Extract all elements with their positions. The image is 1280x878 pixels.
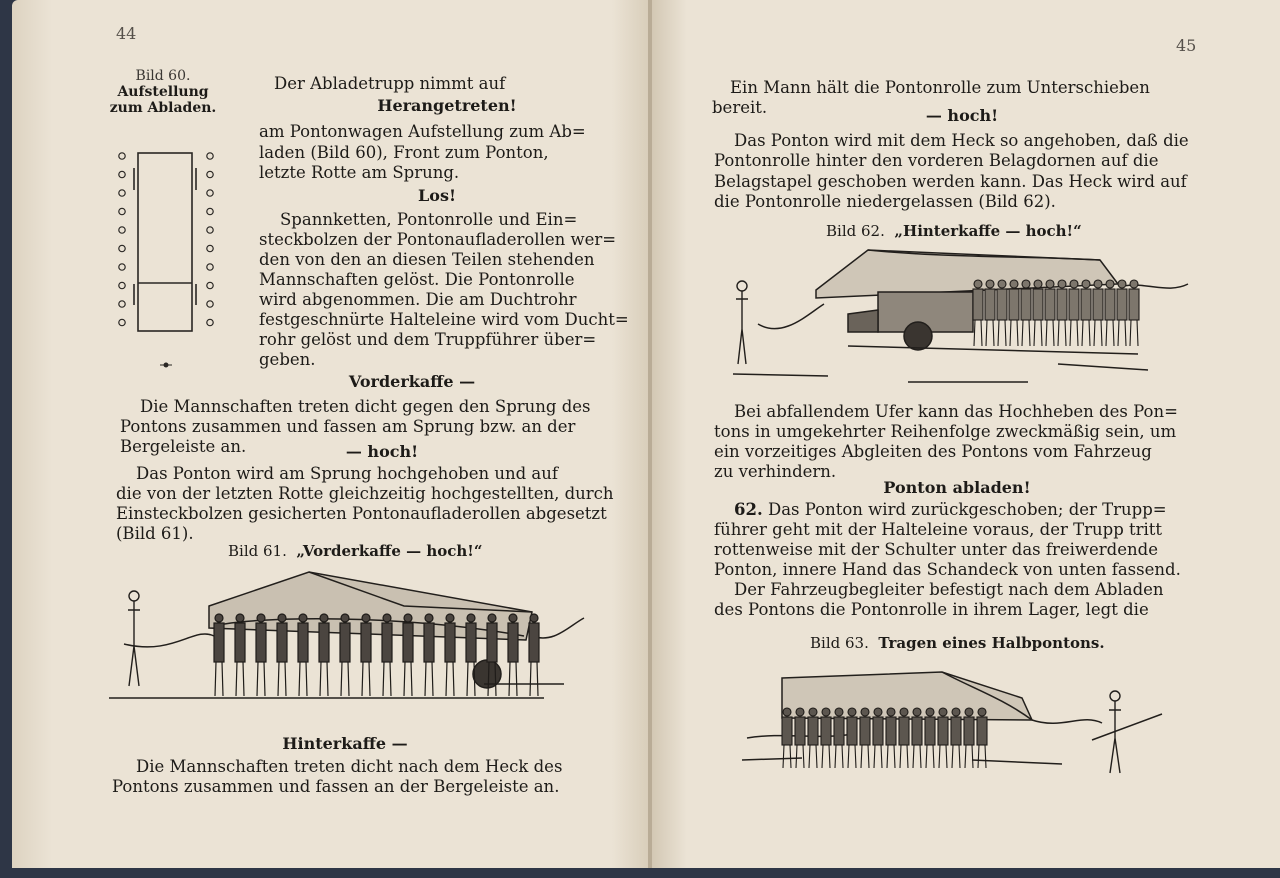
soldier-figure — [1105, 280, 1115, 346]
position-marker — [207, 245, 213, 251]
right-page — [652, 0, 1280, 868]
figure-61-title: „Vorderkaffe — hoch!“ — [296, 542, 483, 560]
command-ponton-abladen: Ponton abladen! — [883, 478, 1031, 497]
intro-line: Der Abladetrupp nimmt auf — [274, 74, 506, 93]
text-line: Pontonrolle hinter den vorderen Belagdornen auf die — [714, 151, 1159, 170]
figure-63-caption — [810, 634, 1105, 652]
figure-60-number: Bild 60. — [135, 68, 191, 84]
soldier-figure — [1009, 280, 1019, 346]
position-marker — [207, 301, 213, 307]
soldier-figure — [403, 614, 413, 696]
soldier-figure — [795, 708, 805, 768]
soldier-figure — [214, 614, 224, 696]
text-line: Einsteckbolzen gesicherten Pontonaufladerollen abgesetzt — [116, 504, 607, 523]
text-line-content: Das Ponton wird zurückgeschoben; der Trupp= — [767, 500, 1167, 519]
command-los: Los! — [418, 186, 456, 205]
soldier-figure — [736, 281, 748, 364]
position-marker — [207, 227, 213, 233]
text-line: Die Mannschaften treten dicht gegen den Sprung des — [140, 397, 591, 416]
position-marker — [207, 190, 213, 196]
command-vorderkaffe: Vorderkaffe — — [348, 372, 476, 391]
text-line: Spannketten, Pontonrolle und Ein= — [280, 210, 578, 229]
text-line: Bergeleiste an. — [120, 437, 247, 456]
soldier-figure — [277, 614, 287, 696]
text-line: Bei abfallendem Ufer kann das Hochheben des Pon= — [734, 402, 1178, 421]
text-line: Ponton, innere Hand das Schandeck von unten fassend. — [714, 560, 1181, 579]
page-number-left: 44 — [116, 24, 137, 43]
text-line: Das Ponton wird mit dem Heck so angehoben, daß die — [734, 131, 1189, 150]
text-line: zu verhindern. — [714, 462, 837, 481]
soldier-figure — [319, 614, 329, 696]
text-line: ein vorzeitiges Abgleiten des Pontons vom Fahrzeug — [714, 442, 1152, 461]
figure-60-diagram — [112, 140, 222, 380]
text-line: die von der letzten Rotte gleichzeitig hochgestellten, durch — [116, 484, 614, 503]
text-line: steckbolzen der Pontonaufladerollen wer= — [259, 230, 617, 249]
text-line: Belagstapel geschoben werden kann. Das Heck wird auf — [714, 172, 1187, 191]
soldier-figure — [886, 708, 896, 768]
figure-62-title: „Hinterkaffe — hoch!“ — [894, 222, 1082, 240]
soldier-figure — [1129, 280, 1139, 346]
soldier-figure — [1109, 691, 1121, 773]
command-hoch: — hoch! — [345, 442, 419, 461]
text-line: rottenweise mit der Schulter unter das freiwerdende — [714, 540, 1158, 559]
position-marker — [207, 264, 213, 270]
figure-62-number: Bild 62. — [826, 222, 885, 240]
text-line: die Pontonrolle niedergelassen (Bild 62). — [714, 192, 1056, 211]
text-line — [734, 500, 1167, 519]
left-page — [12, 0, 650, 868]
soldier-figure — [912, 708, 922, 768]
text-line: laden (Bild 60), Front zum Ponton, — [259, 143, 549, 162]
text-line: bereit. — [712, 98, 768, 117]
figure-63-number: Bild 63. — [810, 634, 869, 652]
soldier-figure — [256, 614, 266, 696]
position-marker — [119, 171, 125, 177]
soldier-figure — [1069, 280, 1079, 346]
text-line: den von den an diesen Teilen stehenden — [259, 250, 595, 269]
figure-60-title-line2: zum Abladen. — [109, 100, 217, 116]
soldier-figure — [821, 708, 831, 768]
soldier-figure — [938, 708, 948, 768]
text-line: wird abgenommen. Die am Duchtrohr — [259, 290, 577, 309]
soldier-figure — [1081, 280, 1091, 346]
position-marker — [207, 208, 213, 214]
position-marker — [119, 227, 125, 233]
position-marker — [119, 264, 125, 270]
figure-62-illustration — [728, 244, 1198, 389]
position-marker — [207, 282, 213, 288]
figure-62-caption — [826, 222, 1082, 240]
position-marker — [207, 319, 213, 325]
soldier-figure — [977, 708, 987, 768]
text-line: am Pontonwagen Aufstellung zum Ab= — [259, 122, 586, 141]
position-marker — [119, 208, 125, 214]
position-marker — [119, 245, 125, 251]
text-line: tons in umgekehrter Reihenfolge zweckmäßig sein, um — [714, 422, 1177, 441]
soldier-figure — [466, 614, 476, 696]
text-line: Der Fahrzeugbegleiter befestigt nach dem Abladen — [734, 580, 1164, 599]
position-marker — [119, 282, 125, 288]
soldier-figure — [860, 708, 870, 768]
text-line: Pontons zusammen und fassen am Sprung bzw. an der — [120, 417, 576, 436]
soldier-figure — [964, 708, 974, 768]
text-line: geben. — [259, 350, 316, 369]
text-line: Pontons zusammen und fassen an der Bergeleiste an. — [112, 777, 560, 796]
text-line: (Bild 61). — [116, 524, 194, 543]
soldier-figure — [1033, 280, 1043, 346]
figure-61-caption — [228, 542, 483, 560]
figure-61-illustration — [104, 566, 604, 711]
position-marker — [119, 190, 125, 196]
figure-61-number: Bild 61. — [228, 542, 287, 560]
soldier-figure — [382, 614, 392, 696]
text-line: des Pontons die Pontonrolle in ihrem Lager, legt die — [714, 600, 1149, 619]
soldier-figure — [361, 614, 371, 696]
text-line: Ein Mann hält die Pontonrolle zum Unterschieben — [730, 78, 1150, 97]
command-hoch: — hoch! — [925, 106, 999, 125]
command-herangetreten: Herangetreten! — [377, 96, 517, 115]
paragraph-number: 62. — [734, 500, 763, 519]
soldier-figure — [808, 708, 818, 768]
position-marker — [207, 153, 213, 159]
soldier-figure — [873, 708, 883, 768]
position-marker — [207, 171, 213, 177]
soldier-figure — [985, 280, 995, 346]
soldier-figure — [445, 614, 455, 696]
soldier-figure — [847, 708, 857, 768]
position-marker — [119, 319, 125, 325]
text-line: Die Mannschaften treten dicht nach dem Heck des — [136, 757, 563, 776]
soldier-figure — [1045, 280, 1055, 346]
soldier-figure — [128, 591, 140, 686]
soldier-figure — [235, 614, 245, 696]
text-line: führer geht mit der Halteleine voraus, der Trupp tritt — [714, 520, 1163, 539]
figure-60-caption — [108, 68, 218, 116]
position-marker — [119, 153, 125, 159]
soldier-figure — [925, 708, 935, 768]
page-number-right: 45 — [1176, 36, 1197, 55]
soldier-figure — [424, 614, 434, 696]
soldier-figure — [1021, 280, 1031, 346]
text-line: Das Ponton wird am Sprung hochgehoben und auf — [136, 464, 558, 483]
soldier-figure — [1117, 280, 1127, 346]
soldier-figure — [834, 708, 844, 768]
text-line: festgeschnürte Halteleine wird vom Ducht= — [259, 310, 629, 329]
soldier-figure — [340, 614, 350, 696]
figure-60-title-line1: Aufstellung — [117, 84, 209, 100]
text-line: Mannschaften gelöst. Die Pontonrolle — [259, 270, 575, 289]
soldier-figure — [997, 280, 1007, 346]
soldier-figure — [1093, 280, 1103, 346]
soldier-figure — [951, 708, 961, 768]
command-hinterkaffe: Hinterkaffe — — [282, 734, 408, 753]
soldier-figure — [899, 708, 909, 768]
position-marker — [119, 301, 125, 307]
soldier-figure — [298, 614, 308, 696]
figure-63-illustration — [742, 668, 1182, 788]
soldier-figure — [973, 280, 983, 346]
figure-63-title: Tragen eines Halbpontons. — [878, 634, 1105, 652]
soldier-figure — [1057, 280, 1067, 346]
text-line: letzte Rotte am Sprung. — [259, 163, 460, 182]
text-line: rohr gelöst und dem Truppführer über= — [259, 330, 597, 349]
